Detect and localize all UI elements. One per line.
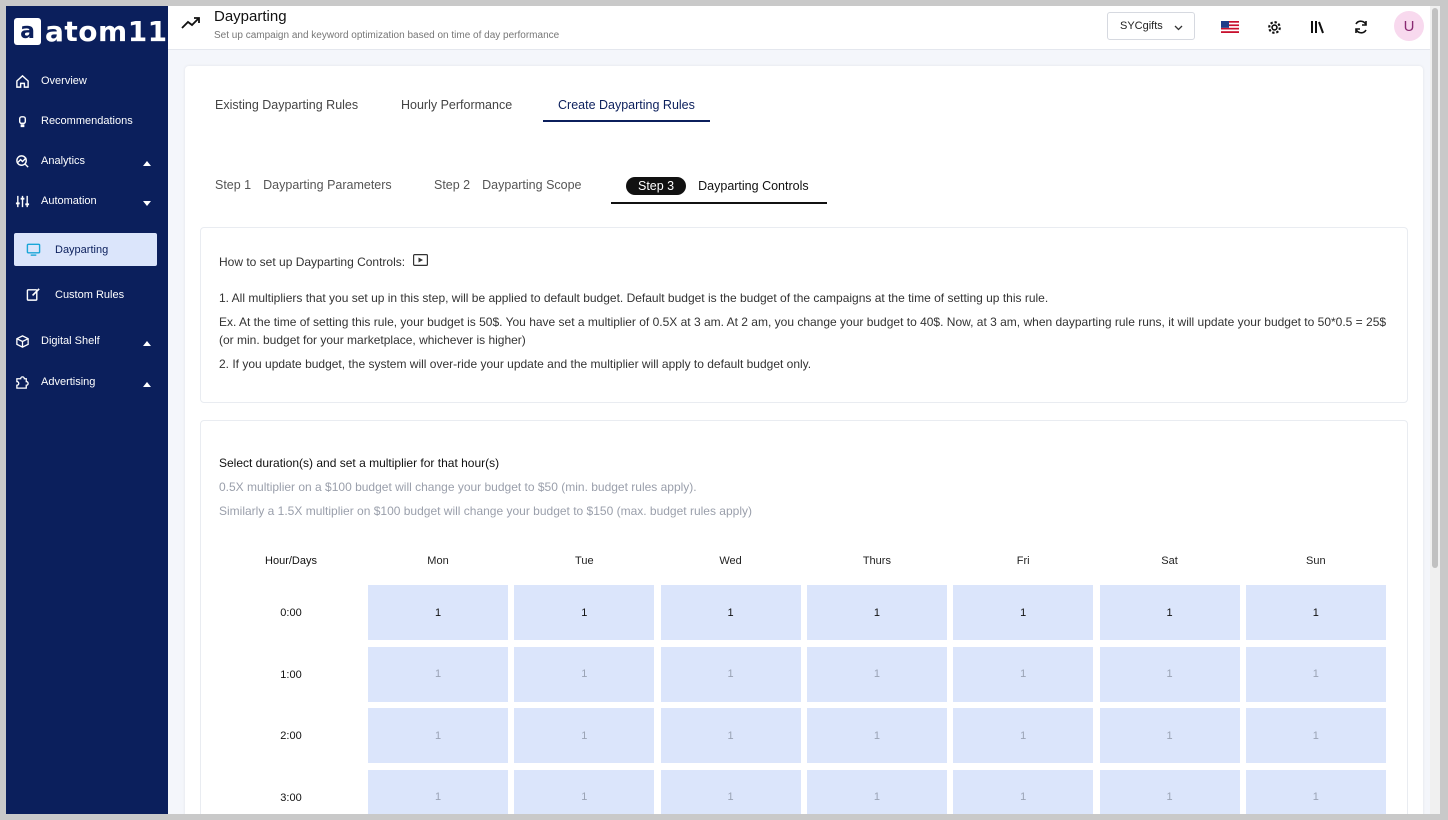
instruction-line-2: 2. If you update budget, the system will over-ride your update and the multiplier will apply to default budget only.: [219, 357, 812, 371]
grid-hour-header: 2:00: [280, 730, 302, 742]
sidebar-item-label: Advertising: [41, 376, 96, 388]
logo[interactable]: [14, 16, 168, 46]
library-icon[interactable]: [1308, 17, 1328, 37]
logo-text: atom11: [45, 14, 168, 48]
top-header: [168, 6, 1440, 50]
grid-day-header: Mon: [427, 555, 449, 567]
multiplier-cell[interactable]: 1: [1246, 585, 1386, 640]
sidebar-item-dayparting[interactable]: [14, 233, 157, 266]
multiplier-cell[interactable]: 1: [807, 647, 947, 702]
chevron-up-icon: [143, 157, 151, 169]
gear-icon[interactable]: [1264, 17, 1284, 37]
sidebar-item-digital-shelf[interactable]: [6, 326, 168, 356]
multiplier-cell[interactable]: 1: [368, 708, 508, 763]
multiplier-cell[interactable]: 1: [1100, 770, 1240, 815]
puzzle-icon: [14, 374, 30, 390]
sidebar-item-label: Analytics: [41, 155, 86, 167]
grid-day-header: Tue: [575, 555, 594, 567]
grid-corner-header: Hour/Days: [265, 555, 317, 567]
tab-create-rules[interactable]: Create Dayparting Rules: [543, 98, 710, 122]
step-number: Step 3: [626, 177, 686, 195]
app-window: [6, 6, 1440, 814]
home-icon: [14, 73, 30, 89]
page-subtitle: Set up campaign and keyword optimization based on time of day performance: [214, 30, 560, 41]
instructions-panel: [200, 227, 1408, 403]
multiplier-cell[interactable]: 1: [661, 647, 801, 702]
step-3[interactable]: [626, 177, 809, 195]
tab-existing-rules[interactable]: Existing Dayparting Rules: [215, 98, 359, 112]
sidebar-item-label: Digital Shelf: [41, 335, 100, 347]
instruction-example: Ex. At the time of setting this rule, your budget is 50$. You have set a multiplier of 0.5X at 3 am. At 2 am, you change your budget to 40$. Now, at 3 am, when dayparting rule runs, it will update your budget to 50*0.5 = 25$ (or min. budget for your marketplace, whichever is higher): [219, 315, 1387, 347]
video-play-icon[interactable]: [413, 254, 428, 269]
step-label: Dayparting Scope: [482, 178, 582, 192]
multiplier-cell[interactable]: 1: [807, 708, 947, 763]
multiplier-cell[interactable]: 1: [807, 770, 947, 815]
chevron-down-icon: [143, 197, 151, 209]
lightbulb-icon: [14, 113, 30, 129]
grid-day-header: Fri: [1016, 555, 1030, 567]
sidebar-item-label: Dayparting: [55, 243, 109, 256]
sidebar-item-label: Automation: [41, 195, 97, 207]
monitor-icon: [25, 242, 41, 258]
multiplier-cell[interactable]: 1: [514, 708, 654, 763]
sidebar-item-recommendations[interactable]: [6, 106, 168, 136]
sidebar-item-automation[interactable]: [6, 186, 168, 216]
multiplier-cell[interactable]: 1: [661, 708, 801, 763]
multiplier-cell[interactable]: 1: [514, 647, 654, 702]
logo-mark: a: [14, 18, 41, 45]
grid-hour-header: 0:00: [280, 607, 302, 619]
multiplier-cell[interactable]: 1: [953, 647, 1093, 702]
sidebar-item-custom-rules[interactable]: [14, 278, 157, 311]
sidebar-item-label: Custom Rules: [55, 288, 125, 301]
multiplier-grid-panel: [200, 420, 1408, 814]
main-card: [185, 66, 1423, 814]
sidebar-item-analytics[interactable]: [6, 146, 168, 176]
multiplier-cell[interactable]: 1: [1246, 647, 1386, 702]
chevron-down-icon: [1174, 22, 1183, 34]
multiplier-cell[interactable]: 1: [514, 770, 654, 815]
grid-day-header: Thurs: [862, 555, 891, 567]
trending-up-icon: [181, 16, 201, 35]
multiplier-cell[interactable]: 1: [807, 585, 947, 640]
avatar[interactable]: U: [1394, 11, 1424, 41]
grid-hour-header: 3:00: [280, 791, 302, 804]
refresh-icon[interactable]: [1351, 17, 1371, 37]
instructions-title: [219, 254, 428, 269]
account-select-value: SYCgifts: [1120, 20, 1163, 32]
account-select[interactable]: [1107, 12, 1195, 40]
instruction-line-1: 1. All multipliers that you set up in this step, will be applied to default budget. Default budget is the budget of the campaigns at the time of setting up this rule.: [219, 291, 1049, 305]
step-number: Step 1: [215, 178, 252, 192]
sidebar-item-advertising[interactable]: [6, 367, 168, 397]
grid-day-header: Sat: [1161, 555, 1178, 567]
step-label: Dayparting Parameters: [263, 178, 392, 192]
grid-day-header: Wed: [719, 555, 742, 567]
analytics-icon: [14, 153, 30, 169]
multiplier-cell[interactable]: 1: [1100, 585, 1240, 640]
multiplier-cell[interactable]: 1: [1246, 770, 1386, 815]
grid-hour-header: 1:00: [280, 668, 302, 681]
multiplier-cell[interactable]: 1: [953, 708, 1093, 763]
multiplier-cell[interactable]: 1: [368, 585, 508, 640]
multiplier-cell[interactable]: 1: [661, 770, 801, 815]
multiplier-cell[interactable]: 1: [661, 585, 801, 640]
multiplier-cell[interactable]: 1: [368, 647, 508, 702]
sliders-icon: [14, 193, 30, 209]
edit-icon: [25, 287, 41, 303]
scrollbar-thumb[interactable]: [1432, 8, 1438, 568]
step-1[interactable]: [215, 178, 392, 192]
chevron-up-icon: [143, 378, 151, 390]
multiplier-cell[interactable]: 1: [1100, 647, 1240, 702]
chevron-up-icon: [143, 337, 151, 349]
sidebar-item-label: Recommendations: [41, 115, 133, 127]
multiplier-cell[interactable]: 1: [1246, 708, 1386, 763]
grid-title: Select duration(s) and set a multiplier for that hour(s): [219, 456, 500, 470]
box-icon: [14, 333, 30, 349]
active-step-underline: [611, 202, 827, 204]
step-2[interactable]: [434, 178, 582, 192]
multiplier-cell[interactable]: 1: [953, 585, 1093, 640]
multiplier-cell[interactable]: 1: [953, 770, 1093, 815]
page-title: Dayparting: [214, 8, 287, 25]
tab-hourly-performance[interactable]: Hourly Performance: [401, 98, 513, 112]
multiplier-cell[interactable]: 1: [368, 770, 508, 815]
us-flag-icon[interactable]: [1220, 17, 1240, 37]
multiplier-cell[interactable]: 1: [514, 585, 654, 640]
grid-note-2: Similarly a 1.5X multiplier on $100 budget will change your budget to $150 (max. budget rules apply): [219, 504, 752, 518]
grid-note-1: 0.5X multiplier on a $100 budget will change your budget to $50 (min. budget rules apply).: [219, 480, 697, 494]
step-label: Dayparting Controls: [698, 179, 809, 193]
instructions-title-text: How to set up Dayparting Controls:: [219, 254, 406, 269]
sidebar-item-label: Overview: [41, 75, 87, 87]
sidebar-item-overview[interactable]: [6, 66, 168, 96]
page-scrollbar[interactable]: [1430, 6, 1440, 814]
step-number: Step 2: [434, 178, 471, 192]
grid-day-header: Sun: [1306, 555, 1326, 567]
multiplier-cell[interactable]: 1: [1100, 708, 1240, 763]
sidebar: [6, 6, 168, 814]
